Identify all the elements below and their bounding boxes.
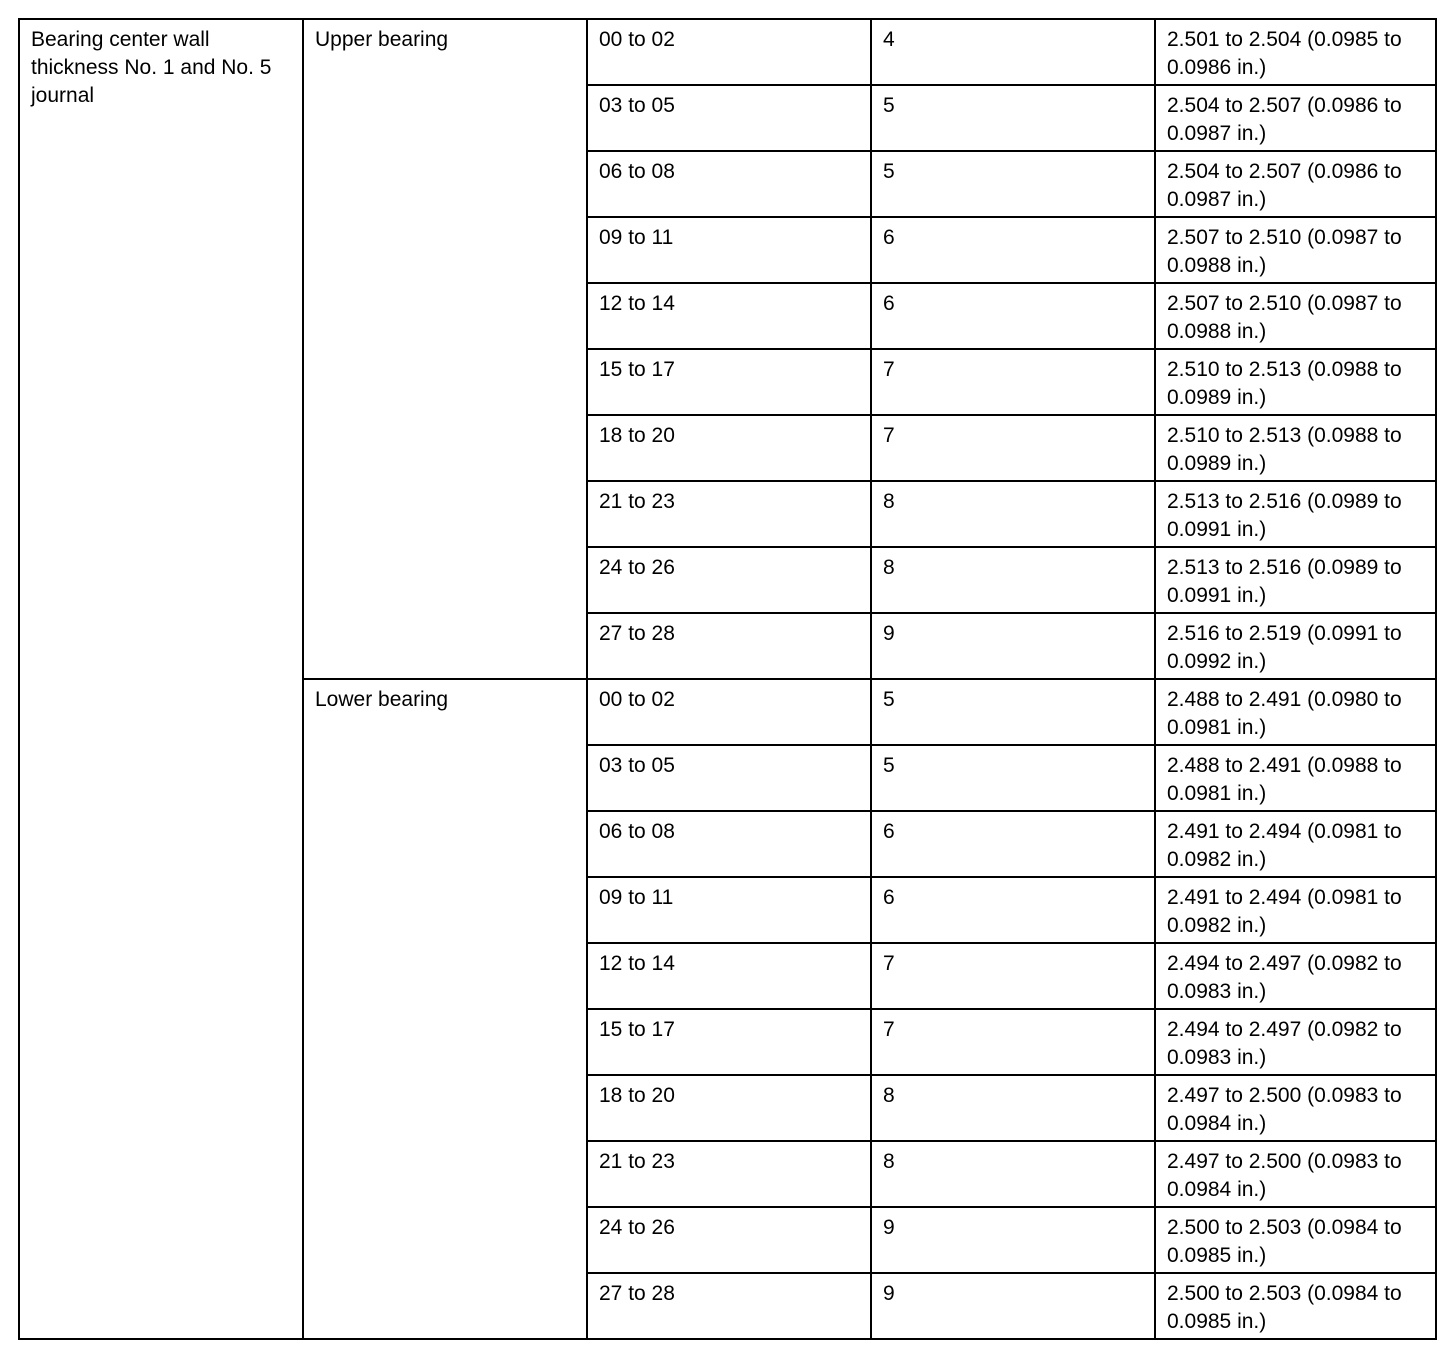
- grade-cell: 6: [871, 283, 1155, 349]
- thickness-cell: 2.494 to 2.497 (0.0982 to 0.0983 in.): [1155, 943, 1436, 1009]
- grade-cell: 9: [871, 613, 1155, 679]
- thickness-cell: 2.494 to 2.497 (0.0982 to 0.0983 in.): [1155, 1009, 1436, 1075]
- thickness-cell: 2.510 to 2.513 (0.0988 to 0.0989 in.): [1155, 349, 1436, 415]
- mark-range-cell: 24 to 26: [587, 547, 871, 613]
- grade-cell: 7: [871, 349, 1155, 415]
- mark-range-cell: 15 to 17: [587, 1009, 871, 1075]
- grade-cell: 6: [871, 217, 1155, 283]
- thickness-cell: 2.497 to 2.500 (0.0983 to 0.0984 in.): [1155, 1075, 1436, 1141]
- thickness-cell: 2.507 to 2.510 (0.0987 to 0.0988 in.): [1155, 217, 1436, 283]
- mark-range-cell: 12 to 14: [587, 943, 871, 1009]
- mark-range-cell: 15 to 17: [587, 349, 871, 415]
- thickness-cell: 2.504 to 2.507 (0.0986 to 0.0987 in.): [1155, 85, 1436, 151]
- table-row: [19, 19, 1436, 85]
- thickness-cell: 2.491 to 2.494 (0.0981 to 0.0982 in.): [1155, 811, 1436, 877]
- mark-range-cell: 21 to 23: [587, 1141, 871, 1207]
- measurement-label-cell: Bearing center wall thickness No. 1 and No. 5 journal: [19, 19, 303, 1339]
- mark-range-cell: 18 to 20: [587, 415, 871, 481]
- grade-cell: 5: [871, 85, 1155, 151]
- grade-cell: 5: [871, 151, 1155, 217]
- bearing-group-cell: Lower bearing: [303, 679, 587, 1339]
- thickness-cell: 2.513 to 2.516 (0.0989 to 0.0991 in.): [1155, 481, 1436, 547]
- thickness-cell: 2.500 to 2.503 (0.0984 to 0.0985 in.): [1155, 1273, 1436, 1339]
- thickness-cell: 2.516 to 2.519 (0.0991 to 0.0992 in.): [1155, 613, 1436, 679]
- mark-range-cell: 00 to 02: [587, 679, 871, 745]
- mark-range-cell: 09 to 11: [587, 877, 871, 943]
- mark-range-cell: 24 to 26: [587, 1207, 871, 1273]
- grade-cell: 9: [871, 1207, 1155, 1273]
- grade-cell: 8: [871, 481, 1155, 547]
- table-body: [19, 19, 1436, 1339]
- grade-cell: 8: [871, 1075, 1155, 1141]
- grade-cell: 4: [871, 19, 1155, 85]
- thickness-cell: 2.488 to 2.491 (0.0980 to 0.0981 in.): [1155, 679, 1436, 745]
- grade-cell: 6: [871, 877, 1155, 943]
- thickness-cell: 2.488 to 2.491 (0.0988 to 0.0981 in.): [1155, 745, 1436, 811]
- mark-range-cell: 18 to 20: [587, 1075, 871, 1141]
- thickness-cell: 2.507 to 2.510 (0.0987 to 0.0988 in.): [1155, 283, 1436, 349]
- grade-cell: 5: [871, 745, 1155, 811]
- thickness-cell: 2.500 to 2.503 (0.0984 to 0.0985 in.): [1155, 1207, 1436, 1273]
- grade-cell: 5: [871, 679, 1155, 745]
- mark-range-cell: 21 to 23: [587, 481, 871, 547]
- grade-cell: 6: [871, 811, 1155, 877]
- thickness-cell: 2.504 to 2.507 (0.0986 to 0.0987 in.): [1155, 151, 1436, 217]
- mark-range-cell: 03 to 05: [587, 745, 871, 811]
- grade-cell: 7: [871, 1009, 1155, 1075]
- mark-range-cell: 00 to 02: [587, 19, 871, 85]
- thickness-cell: 2.491 to 2.494 (0.0981 to 0.0982 in.): [1155, 877, 1436, 943]
- grade-cell: 7: [871, 943, 1155, 1009]
- mark-range-cell: 27 to 28: [587, 613, 871, 679]
- mark-range-cell: 06 to 08: [587, 811, 871, 877]
- bearing-group-cell: Upper bearing: [303, 19, 587, 679]
- bearing-thickness-table: [18, 18, 1437, 1340]
- mark-range-cell: 09 to 11: [587, 217, 871, 283]
- thickness-cell: 2.497 to 2.500 (0.0983 to 0.0984 in.): [1155, 1141, 1436, 1207]
- mark-range-cell: 27 to 28: [587, 1273, 871, 1339]
- mark-range-cell: 12 to 14: [587, 283, 871, 349]
- grade-cell: 9: [871, 1273, 1155, 1339]
- thickness-cell: 2.501 to 2.504 (0.0985 to 0.0986 in.): [1155, 19, 1436, 85]
- thickness-cell: 2.513 to 2.516 (0.0989 to 0.0991 in.): [1155, 547, 1436, 613]
- grade-cell: 7: [871, 415, 1155, 481]
- grade-cell: 8: [871, 1141, 1155, 1207]
- mark-range-cell: 06 to 08: [587, 151, 871, 217]
- grade-cell: 8: [871, 547, 1155, 613]
- thickness-cell: 2.510 to 2.513 (0.0988 to 0.0989 in.): [1155, 415, 1436, 481]
- mark-range-cell: 03 to 05: [587, 85, 871, 151]
